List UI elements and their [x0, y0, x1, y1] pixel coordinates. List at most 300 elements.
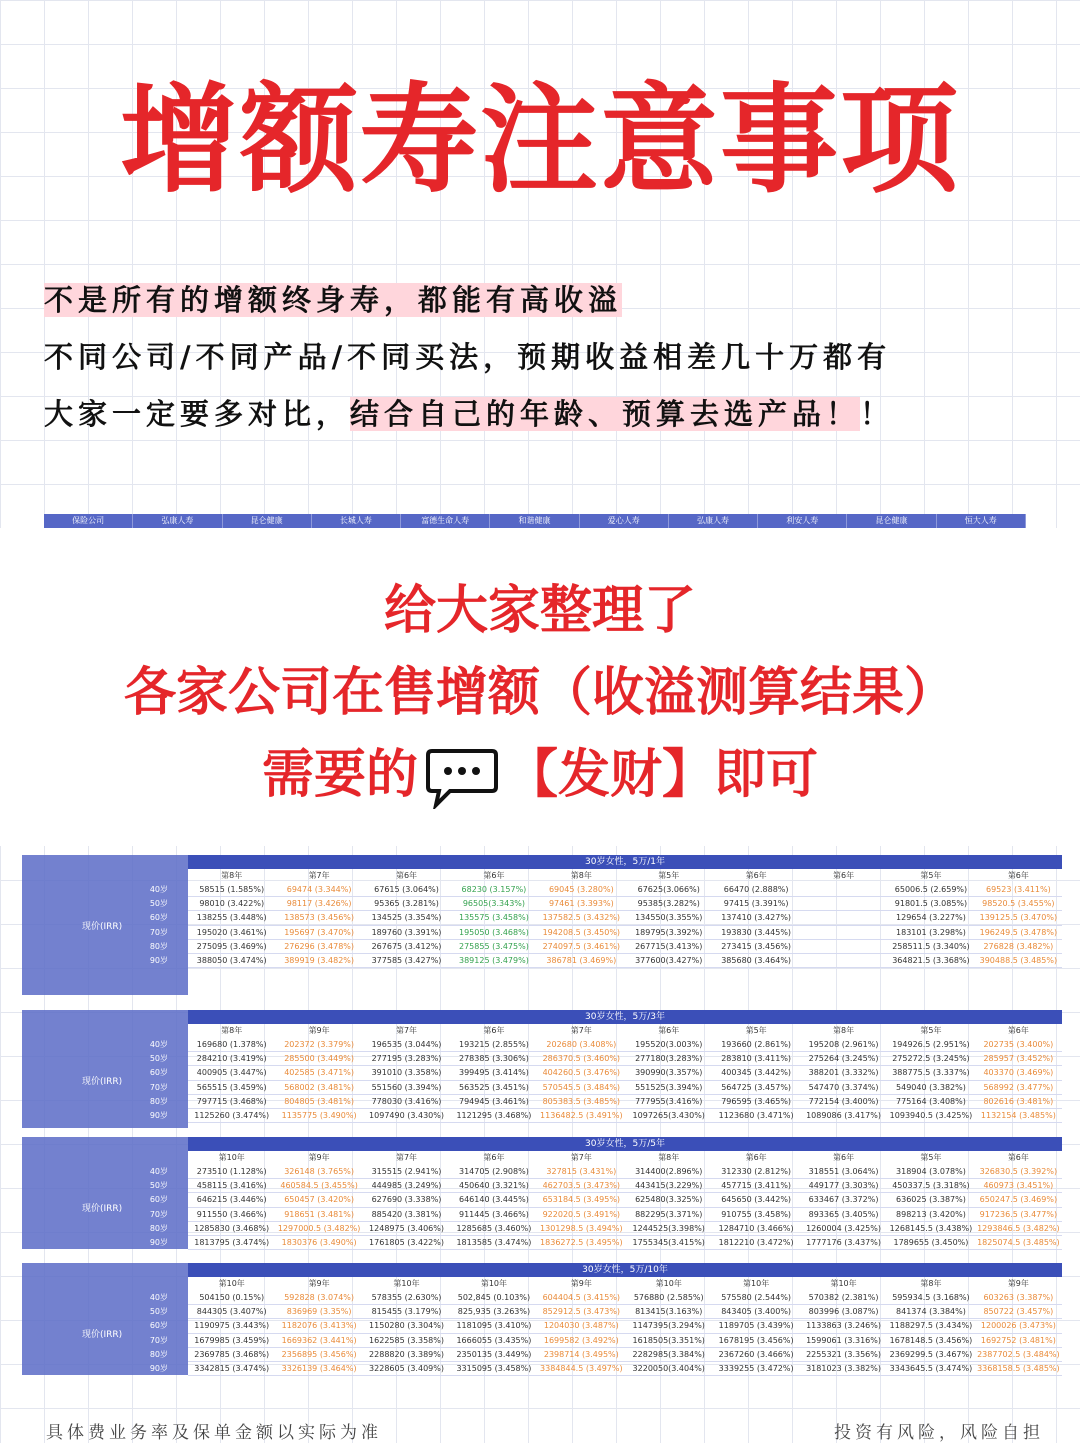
value-cell: 850722 (3.457%): [983, 1307, 1054, 1317]
value-cell: 273415 (3.456%): [721, 941, 792, 951]
value-cell: 195020 (3.461%): [196, 927, 267, 937]
company-col-4: 富德生命人寿: [401, 514, 490, 528]
age-cell: 80岁: [149, 941, 168, 951]
value-cell: 134525 (3.354%): [371, 913, 442, 923]
value-cell: 169680 (1.378%): [196, 1040, 267, 1049]
value-cell: 1789655 (3.450%): [893, 1238, 969, 1247]
value-cell: 134550(3.355%): [635, 913, 703, 923]
value-cell: 400905 (3.447%): [196, 1068, 267, 1078]
value-cell: 137410 (3.427%): [721, 913, 792, 923]
year-cell: 第5年: [658, 871, 680, 880]
table-row: [22, 1052, 1062, 1066]
value-cell: 314705 (2.908%): [459, 1167, 529, 1176]
value-cell: 777955(3.416%): [635, 1096, 703, 1106]
value-cell: 805383.5 (3.485%): [542, 1096, 621, 1106]
value-cell: 576880 (2.585%): [633, 1293, 704, 1302]
value-cell: 450337.5 (3.318%): [892, 1181, 970, 1191]
value-cell: 327815 (3.431%): [546, 1167, 617, 1176]
year-cell: 第10年: [393, 1279, 420, 1288]
age-cell: 90岁: [149, 1364, 168, 1373]
value-cell: 202735 (3.400%): [983, 1040, 1054, 1049]
age-cell: 60岁: [149, 1321, 168, 1331]
value-cell: 1248975 (3.406%): [369, 1223, 444, 1233]
age-cell: 50岁: [149, 1054, 168, 1064]
table-row: [22, 1319, 1062, 1333]
value-cell: 195208 (2.961%): [808, 1040, 879, 1049]
table-row: [22, 1334, 1062, 1348]
year-cell: 第9年: [308, 1153, 330, 1162]
value-cell: 1622585 (3.358%): [369, 1335, 444, 1345]
value-cell: 1599061 (3.316%): [806, 1335, 881, 1345]
value-cell: 1284710 (3.466%): [718, 1223, 794, 1233]
company-col-1: 弘康人寿: [133, 514, 222, 528]
value-cell: 1666055 (3.435%): [456, 1335, 532, 1345]
year-cell: 第8年: [658, 1153, 680, 1162]
value-cell: 285957 (3.452%): [983, 1054, 1054, 1064]
value-cell: [800, 911, 887, 924]
value-cell: 1097490 (3.430%): [369, 1111, 444, 1120]
value-cell: 183101 (3.298%): [896, 927, 966, 937]
value-cell: 2282985(3.384%): [632, 1349, 705, 1359]
value-cell: 403370 (3.469%): [983, 1068, 1054, 1078]
value-cell: 389919 (3.482%): [284, 956, 355, 965]
year-cell: 第7年: [395, 1026, 418, 1035]
year-cell: 第6年: [395, 871, 418, 880]
value-cell: 385680 (3.464%): [721, 956, 792, 965]
value-cell: 1260004 (3.425%): [806, 1223, 881, 1233]
value-cell: 1244525(3.398%): [632, 1223, 705, 1233]
value-cell: 3326139 (3.464%): [281, 1364, 357, 1373]
value-cell: 364821.5 (3.368%): [892, 956, 970, 965]
value-cell: 1132154 (3.485%): [980, 1111, 1056, 1120]
value-cell: 194926.5 (2.951%): [892, 1040, 970, 1049]
value-cell: 315515 (2.941%): [371, 1167, 442, 1176]
value-cell: 284210 (3.419%): [196, 1054, 267, 1064]
value-cell: 65006.5 (2.659%): [894, 885, 968, 894]
value-cell: 275272.5 (3.245%): [892, 1054, 970, 1064]
value-cell: 570545.5 (3.484%): [542, 1082, 621, 1092]
company-col-10: 恒大人寿: [937, 514, 1026, 528]
value-cell: 1812210 (3.472%): [718, 1238, 794, 1247]
value-cell: 803996 (3.087%): [808, 1307, 879, 1317]
value-cell: 193660 (2.861%): [721, 1040, 792, 1049]
value-cell: 386781 (3.469%): [546, 956, 617, 965]
value-cell: 2255321 (3.356%): [806, 1349, 881, 1359]
value-cell: 575580 (2.544%): [721, 1293, 792, 1302]
value-cell: 404260.5 (3.476%): [542, 1068, 621, 1078]
value-cell: 58515 (1.585%): [199, 885, 265, 894]
value-cell: 1150280 (3.304%): [369, 1321, 444, 1331]
table-row: [22, 1109, 1062, 1123]
value-cell: 578355 (2.630%): [371, 1293, 442, 1302]
value-cell: 195050 (3.468%): [459, 927, 529, 937]
year-cell: 第6年: [483, 871, 505, 880]
value-cell: 195520(3.003%): [635, 1040, 703, 1049]
table-row: [22, 1038, 1062, 1052]
year-cell: 第8年: [570, 871, 592, 880]
year-cell: 第6年: [833, 1153, 855, 1162]
value-cell: 882295(3.371%): [635, 1209, 703, 1219]
yield-table-3: [22, 1263, 1062, 1375]
promo-text: [0, 570, 1080, 816]
value-cell: 836969 (3.35%): [286, 1307, 352, 1317]
value-cell: 2369299.5 (3.467%): [889, 1349, 973, 1359]
table-row: [22, 1165, 1062, 1179]
year-cell: 第10年: [743, 1279, 770, 1288]
value-cell: 196535 (3.044%): [371, 1040, 442, 1049]
year-cell: 第10年: [830, 1279, 857, 1288]
value-cell: 277195 (3.283%): [371, 1054, 442, 1064]
value-cell: 1297000.5 (3.482%): [277, 1223, 361, 1233]
value-cell: 645650 (3.442%): [721, 1195, 792, 1205]
value-cell: 1136482.5 (3.491%): [540, 1111, 623, 1120]
year-cell: 第7年: [570, 1153, 592, 1162]
age-cell: 70岁: [149, 1335, 168, 1345]
value-cell: 1089086 (3.417%): [806, 1111, 881, 1120]
year-cell: 第6年: [1007, 1153, 1029, 1162]
value-cell: 95385(3.282%): [637, 899, 700, 909]
value-cell: 504150 (0.15%): [199, 1293, 265, 1302]
value-cell: 389125 (3.479%): [459, 956, 529, 965]
value-cell: 1293846.5 (3.482%): [977, 1223, 1060, 1233]
value-cell: 893365 (3.405%): [808, 1209, 879, 1219]
value-cell: 604404.5 (3.415%): [542, 1293, 621, 1302]
value-cell: 326148 (3.765%): [284, 1167, 355, 1176]
table-row: [22, 954, 1062, 968]
value-cell: 794945 (3.461%): [459, 1096, 529, 1106]
table-row: [22, 1081, 1062, 1095]
value-cell: 1097265(3.430%): [632, 1111, 705, 1120]
value-cell: 390488.5 (3.485%): [979, 956, 1058, 965]
value-cell: 194208.5 (3.450%): [542, 927, 621, 937]
value-cell: 318904 (3.078%): [896, 1167, 966, 1176]
value-cell: 138573 (3.456%): [284, 913, 355, 923]
value-cell: 570382 (2.381%): [808, 1293, 879, 1302]
value-cell: 2288820 (3.389%): [369, 1349, 444, 1359]
value-cell: 646140 (3.445%): [459, 1195, 529, 1205]
value-cell: 189760 (3.391%): [371, 927, 442, 937]
value-cell: 917236.5 (3.477%): [979, 1209, 1058, 1219]
value-cell: 3339255 (3.472%): [718, 1364, 794, 1373]
value-cell: 918651 (3.481%): [284, 1209, 355, 1219]
value-cell: 388775.5 (3.337%): [892, 1068, 970, 1078]
value-cell: 135575 (3.458%): [459, 913, 529, 923]
value-cell: 195697 (3.470%): [284, 927, 355, 937]
value-cell: 69045 (3.280%): [548, 885, 614, 894]
table-row-label: 现价(IRR): [82, 921, 123, 932]
table-row: [22, 1095, 1062, 1109]
year-cell: 第10年: [218, 1153, 245, 1162]
value-cell: 1189705 (3.439%): [718, 1321, 794, 1331]
year-cell: 第5年: [745, 1026, 767, 1035]
value-cell: 1830376 (3.490%): [281, 1238, 357, 1247]
value-cell: 2398714 (3.495%): [543, 1349, 619, 1359]
value-cell: 3315095 (3.458%): [456, 1364, 532, 1373]
value-cell: 458115 (3.416%): [196, 1181, 267, 1191]
value-cell: 551560 (3.394%): [371, 1082, 442, 1092]
value-cell: 98117 (3.426%): [286, 899, 352, 909]
value-cell: 139125.5 (3.470%): [979, 913, 1058, 923]
value-cell: 68230 (3.157%): [461, 885, 527, 894]
value-cell: 1188297.5 (3.434%): [889, 1321, 973, 1331]
value-cell: 1268145.5 (3.438%): [889, 1223, 973, 1233]
year-cell: 第10年: [218, 1279, 245, 1288]
table-year-row: [188, 869, 1062, 883]
value-cell: 2387702.5 (3.484%): [977, 1349, 1060, 1359]
value-cell: 802616 (3.481%): [983, 1096, 1054, 1106]
age-cell: 70岁: [149, 1082, 168, 1092]
value-cell: 312330 (2.812%): [721, 1167, 792, 1176]
table-row: [22, 1222, 1062, 1236]
value-cell: 276296 (3.478%): [284, 941, 355, 951]
value-cell: [800, 897, 887, 910]
value-cell: 564725 (3.457%): [721, 1082, 792, 1092]
year-cell: 第7年: [395, 1153, 418, 1162]
value-cell: 1125260 (3.474%): [194, 1111, 270, 1120]
value-cell: 910755 (3.458%): [721, 1209, 792, 1219]
value-cell: 922020.5 (3.491%): [542, 1209, 621, 1219]
age-cell: 90岁: [149, 1238, 168, 1247]
value-cell: 1699582 (3.492%): [543, 1335, 619, 1345]
value-cell: 444985 (3.249%): [371, 1181, 442, 1191]
value-cell: 69474 (3.344%): [286, 885, 352, 894]
year-cell: 第5年: [920, 1026, 942, 1035]
age-cell: 50岁: [149, 1307, 168, 1317]
age-cell: 50岁: [149, 1181, 168, 1191]
value-cell: 285500 (3.449%): [284, 1054, 355, 1064]
value-cell: 276828 (3.482%): [983, 941, 1054, 951]
value-cell: 898213 (3.420%): [896, 1209, 966, 1219]
year-cell: 第7年: [308, 871, 330, 880]
value-cell: 3384844.5 (3.497%): [540, 1364, 623, 1373]
table-row: [22, 1362, 1062, 1376]
value-cell: 1121295 (3.468%): [456, 1111, 532, 1120]
value-cell: 138255 (3.448%): [196, 913, 267, 923]
value-cell: 1678148.5 (3.456%): [889, 1335, 973, 1345]
table-row: [22, 911, 1062, 925]
age-cell: 70岁: [149, 927, 168, 937]
table-row: [22, 1193, 1062, 1207]
value-cell: 1200026 (3.473%): [980, 1321, 1056, 1331]
company-col-2: 昆仑健康: [223, 514, 312, 528]
value-cell: 1777176 (3.437%): [806, 1238, 881, 1247]
value-cell: 391010 (3.358%): [371, 1068, 442, 1078]
value-cell: 193215 (2.855%): [459, 1040, 529, 1049]
value-cell: 547470 (3.374%): [808, 1082, 879, 1092]
value-cell: 137582.5 (3.432%): [542, 913, 621, 923]
value-cell: 627690 (3.338%): [371, 1195, 442, 1205]
value-cell: 377585 (3.427%): [371, 956, 442, 965]
year-cell: 第6年: [1007, 1026, 1029, 1035]
value-cell: 502,845 (0.103%): [457, 1293, 531, 1302]
value-cell: 388050 (3.474%): [196, 956, 267, 965]
age-cell: 80岁: [149, 1096, 168, 1106]
value-cell: 388201 (3.332%): [808, 1068, 879, 1078]
value-cell: 274097.5 (3.461%): [542, 941, 621, 951]
value-cell: 563525 (3.451%): [459, 1082, 529, 1092]
value-cell: 193830 (3.445%): [721, 927, 792, 937]
year-cell: 第9年: [308, 1026, 330, 1035]
value-cell: 1123680 (3.471%): [718, 1111, 794, 1120]
footer: [46, 1418, 1044, 1443]
value-cell: 3343645.5 (3.474%): [889, 1364, 973, 1373]
value-cell: 775164 (3.408%): [896, 1096, 966, 1106]
value-cell: 443415(3.229%): [635, 1181, 703, 1191]
table-row: [22, 940, 1062, 954]
value-cell: 97415 (3.391%): [723, 899, 789, 909]
year-cell: 第8年: [920, 1279, 942, 1288]
value-cell: 3220050(3.404%): [632, 1364, 705, 1373]
value-cell: [800, 883, 887, 896]
value-cell: 815455 (3.179%): [371, 1307, 442, 1317]
value-cell: 69523 (3.411%): [985, 885, 1051, 894]
promo-line-2: 各家公司在售增额（收溢测算结果）: [123, 663, 956, 723]
table-row: [22, 883, 1062, 897]
value-cell: 843405 (3.400%): [721, 1307, 792, 1317]
value-cell: 1761805 (3.422%): [369, 1238, 444, 1247]
footer-right: 投资有风险，风险自担: [834, 1423, 1044, 1443]
value-cell: 1692752 (3.481%): [980, 1335, 1056, 1345]
table-year-row: [188, 1024, 1062, 1038]
value-cell: 1147395(3.294%): [632, 1321, 705, 1331]
year-cell: 第8年: [833, 1026, 855, 1035]
age-cell: 40岁: [149, 1293, 168, 1302]
value-cell: [800, 940, 887, 953]
value-cell: 460584.5 (3.455%): [280, 1181, 358, 1191]
value-cell: 390990(3.357%): [635, 1068, 703, 1078]
table-row: [22, 926, 1062, 940]
value-cell: 625480(3.325%): [635, 1195, 703, 1205]
value-cell: 2367260 (3.466%): [718, 1349, 794, 1359]
value-cell: 267675 (3.412%): [371, 941, 442, 951]
value-cell: 98520.5 (3.455%): [982, 899, 1055, 909]
value-cell: 67615 (3.064%): [374, 885, 439, 894]
value-cell: 1285830 (3.468%): [194, 1223, 270, 1233]
value-cell: 202372 (3.379%): [284, 1040, 355, 1049]
table-year-row: [188, 1277, 1062, 1291]
value-cell: 2350135 (3.449%): [456, 1349, 532, 1359]
value-cell: 326830.5 (3.392%): [979, 1167, 1058, 1176]
age-cell: 60岁: [149, 1195, 168, 1205]
value-cell: 549040 (3.382%): [896, 1082, 966, 1092]
value-cell: 911445 (3.466%): [459, 1209, 529, 1219]
value-cell: 66470 (2.888%): [723, 885, 789, 894]
value-cell: 399495 (3.414%): [459, 1068, 529, 1078]
value-cell: 97461 (3.393%): [548, 899, 614, 909]
value-cell: 278385 (3.306%): [459, 1054, 529, 1064]
year-cell: 第10年: [480, 1279, 508, 1288]
value-cell: 772154 (3.400%): [808, 1096, 879, 1106]
yield-table-0: [22, 855, 1062, 995]
value-cell: 592828 (3.074%): [284, 1293, 355, 1302]
value-cell: 646215 (3.446%): [196, 1195, 267, 1205]
company-col-3: 长城人寿: [312, 514, 401, 528]
age-cell: 80岁: [149, 1349, 168, 1359]
value-cell: 275855 (3.475%): [459, 941, 529, 951]
table-year-row: [188, 1151, 1062, 1165]
value-cell: 283810 (3.411%): [721, 1054, 792, 1064]
value-cell: 1182076 (3.413%): [281, 1321, 357, 1331]
value-cell: 797715 (3.468%): [196, 1096, 267, 1106]
table-row: [22, 1179, 1062, 1193]
value-cell: 778030 (3.416%): [371, 1096, 442, 1106]
value-cell: 450640 (3.321%): [459, 1181, 529, 1191]
age-cell: 40岁: [149, 885, 168, 894]
age-cell: 50岁: [149, 899, 168, 909]
value-cell: 804805 (3.481%): [284, 1096, 355, 1106]
value-cell: 3368158.5 (3.485%): [977, 1364, 1060, 1373]
value-cell: 636025 (3.387%): [896, 1195, 966, 1205]
value-cell: 1285685 (3.460%): [456, 1223, 532, 1233]
value-cell: 314400(2.896%): [635, 1167, 703, 1176]
value-cell: 2369785 (3.468%): [194, 1349, 270, 1359]
value-cell: 1836272.5 (3.495%): [540, 1238, 623, 1247]
year-cell: 第6年: [745, 1153, 767, 1162]
promo-line-1: 给大家整理了: [383, 581, 696, 641]
value-cell: 402585 (3.471%): [284, 1068, 355, 1078]
age-cell: 80岁: [149, 1223, 168, 1233]
value-cell: 460973 (3.451%): [983, 1181, 1054, 1191]
value-cell: 1678195 (3.456%): [718, 1335, 794, 1345]
year-cell: 第9年: [1007, 1279, 1029, 1288]
value-cell: 275264 (3.245%): [808, 1054, 879, 1064]
company-col-8: 利安人寿: [758, 514, 847, 528]
value-cell: 911550 (3.466%): [196, 1209, 267, 1219]
age-cell: 70岁: [149, 1209, 168, 1219]
value-cell: 1755345(3.415%): [632, 1238, 705, 1247]
table-row-label: 现价(IRR): [82, 1329, 123, 1340]
company-col-7: 弘康人寿: [669, 514, 758, 528]
value-cell: 1813585 (3.474%): [456, 1238, 532, 1247]
company-col-0: 保险公司: [44, 514, 133, 528]
table-row: [22, 897, 1062, 911]
value-cell: 603263 (3.387%): [983, 1293, 1054, 1302]
value-cell: 267715(3.413%): [635, 941, 703, 951]
year-cell: 第8年: [221, 871, 243, 880]
table-header: 30岁女性，5万/5年: [188, 1137, 1062, 1151]
intro-line-2: 不同公司/不同产品/不同买法，预期收益相差几十万都有: [44, 340, 892, 374]
value-cell: 273510 (1.128%): [196, 1167, 267, 1176]
value-cell: 189795(3.392%): [635, 927, 703, 937]
value-cell: 98010 (3.422%): [199, 899, 265, 909]
table-row: [22, 1348, 1062, 1362]
table-header: 30岁女性，5万/3年: [188, 1010, 1062, 1024]
age-cell: 40岁: [149, 1040, 168, 1049]
year-cell: 第6年: [483, 1153, 505, 1162]
value-cell: 1135775 (3.490%): [281, 1111, 357, 1120]
intro-line-1: 不是所有的增额终身寿，都能有高收溢: [44, 283, 623, 317]
value-cell: 796595 (3.465%): [721, 1096, 792, 1106]
value-cell: 3228605 (3.409%): [369, 1364, 444, 1373]
value-cell: 844305 (3.407%): [196, 1307, 267, 1317]
value-cell: 568002 (3.481%): [284, 1082, 355, 1092]
value-cell: 258511.5 (3.340%): [892, 941, 970, 951]
year-cell: 第6年: [833, 871, 855, 880]
company-col-9: 昆仑健康: [847, 514, 936, 528]
value-cell: 202680 (3.408%): [546, 1040, 617, 1049]
page-title: 增额寿注意事项: [119, 71, 960, 209]
value-cell: 568992 (3.477%): [983, 1082, 1054, 1092]
value-cell: 1133863 (3.246%): [806, 1321, 881, 1331]
company-col-5: 和谐健康: [490, 514, 579, 528]
value-cell: 841374 (3.384%): [896, 1307, 966, 1317]
year-cell: 第6年: [658, 1026, 680, 1035]
value-cell: 286370.5 (3.460%): [542, 1054, 621, 1064]
age-cell: 60岁: [149, 1068, 168, 1078]
year-cell: 第5年: [920, 1153, 942, 1162]
value-cell: 633467 (3.372%): [808, 1195, 879, 1205]
value-cell: 95365 (3.281%): [374, 899, 439, 909]
